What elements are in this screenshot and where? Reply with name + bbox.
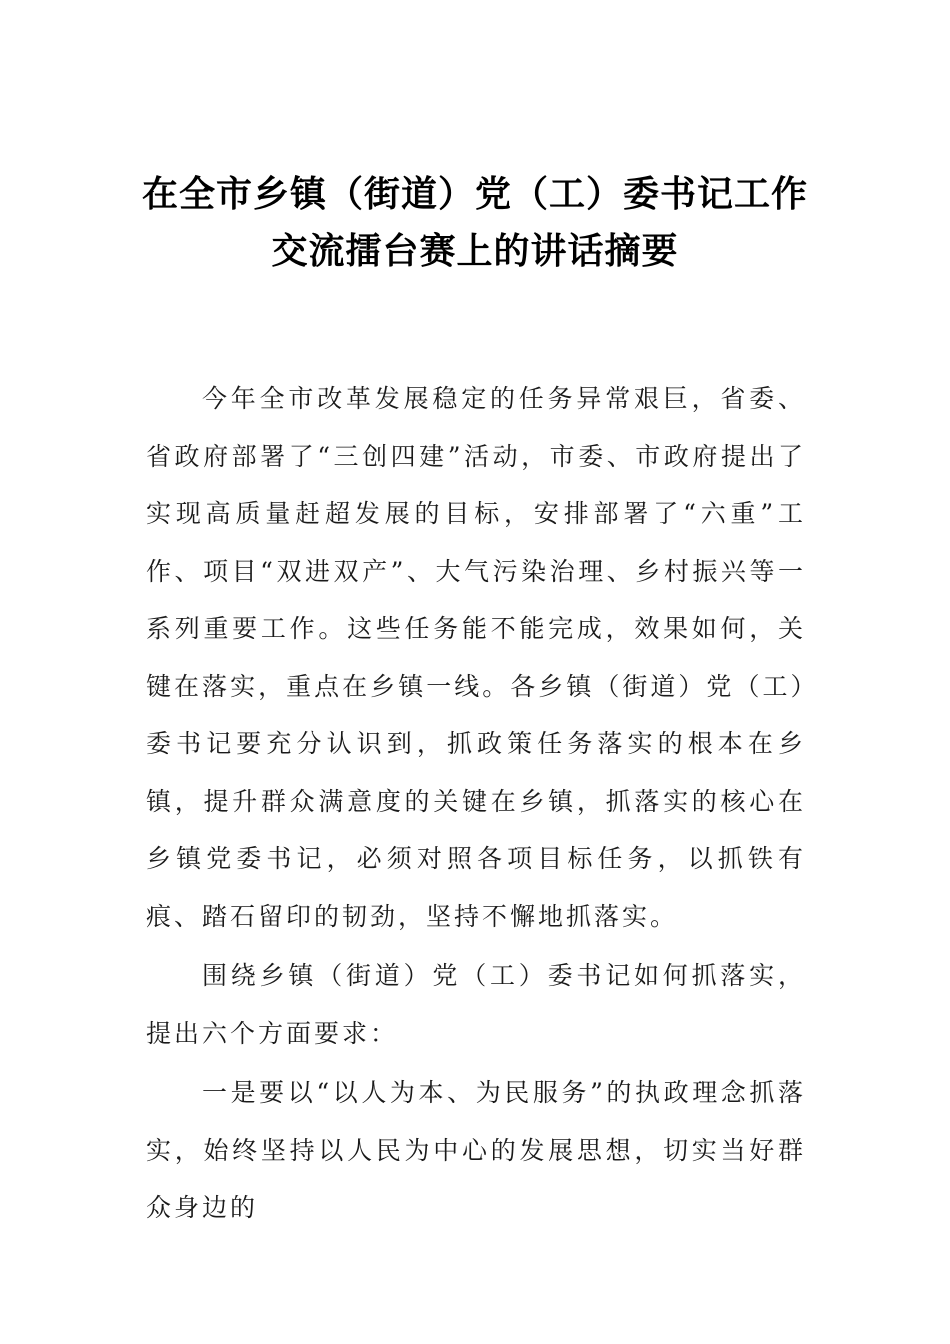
document-body xyxy=(146,370,806,1239)
title-line-1: 在全市乡镇（街道）党（工）委书记工作 xyxy=(141,173,808,215)
paragraph-1: 今年全市改革发展稳定的任务异常艰巨，省委、省政府部署了“三创四建”活动，市委、市政府提出了实现高质量赶超发展的目标，安排部署了“六重”工作、项目“双进双产”、大气污染治理、乡村振兴等一系列重要工作。这些任务能不能完成，效果如何，关键在落实，重点在乡镇一线。各乡镇（街道）党（工）委书记要充分认识到，抓政策任务落实的根本在乡镇，提升群众满意度的关键在乡镇，抓落实的核心在乡镇党委书记，必须对照各项目标任务，以抓铁有痕、踏石留印的韧劲，坚持不懈地抓落实。 xyxy=(146,384,806,931)
paragraph-2: 围绕乡镇（街道）党（工）委书记如何抓落实，提出六个方面要求： xyxy=(146,961,806,1048)
title-line-2: 交流擂台赛上的讲话摘要 xyxy=(271,230,679,272)
paragraph-3: 一是要以“以人为本、为民服务”的执政理念抓落实，始终坚持以人民为中心的发展思想，切实当好群众身边的 xyxy=(146,1078,806,1222)
document-title xyxy=(120,166,830,280)
